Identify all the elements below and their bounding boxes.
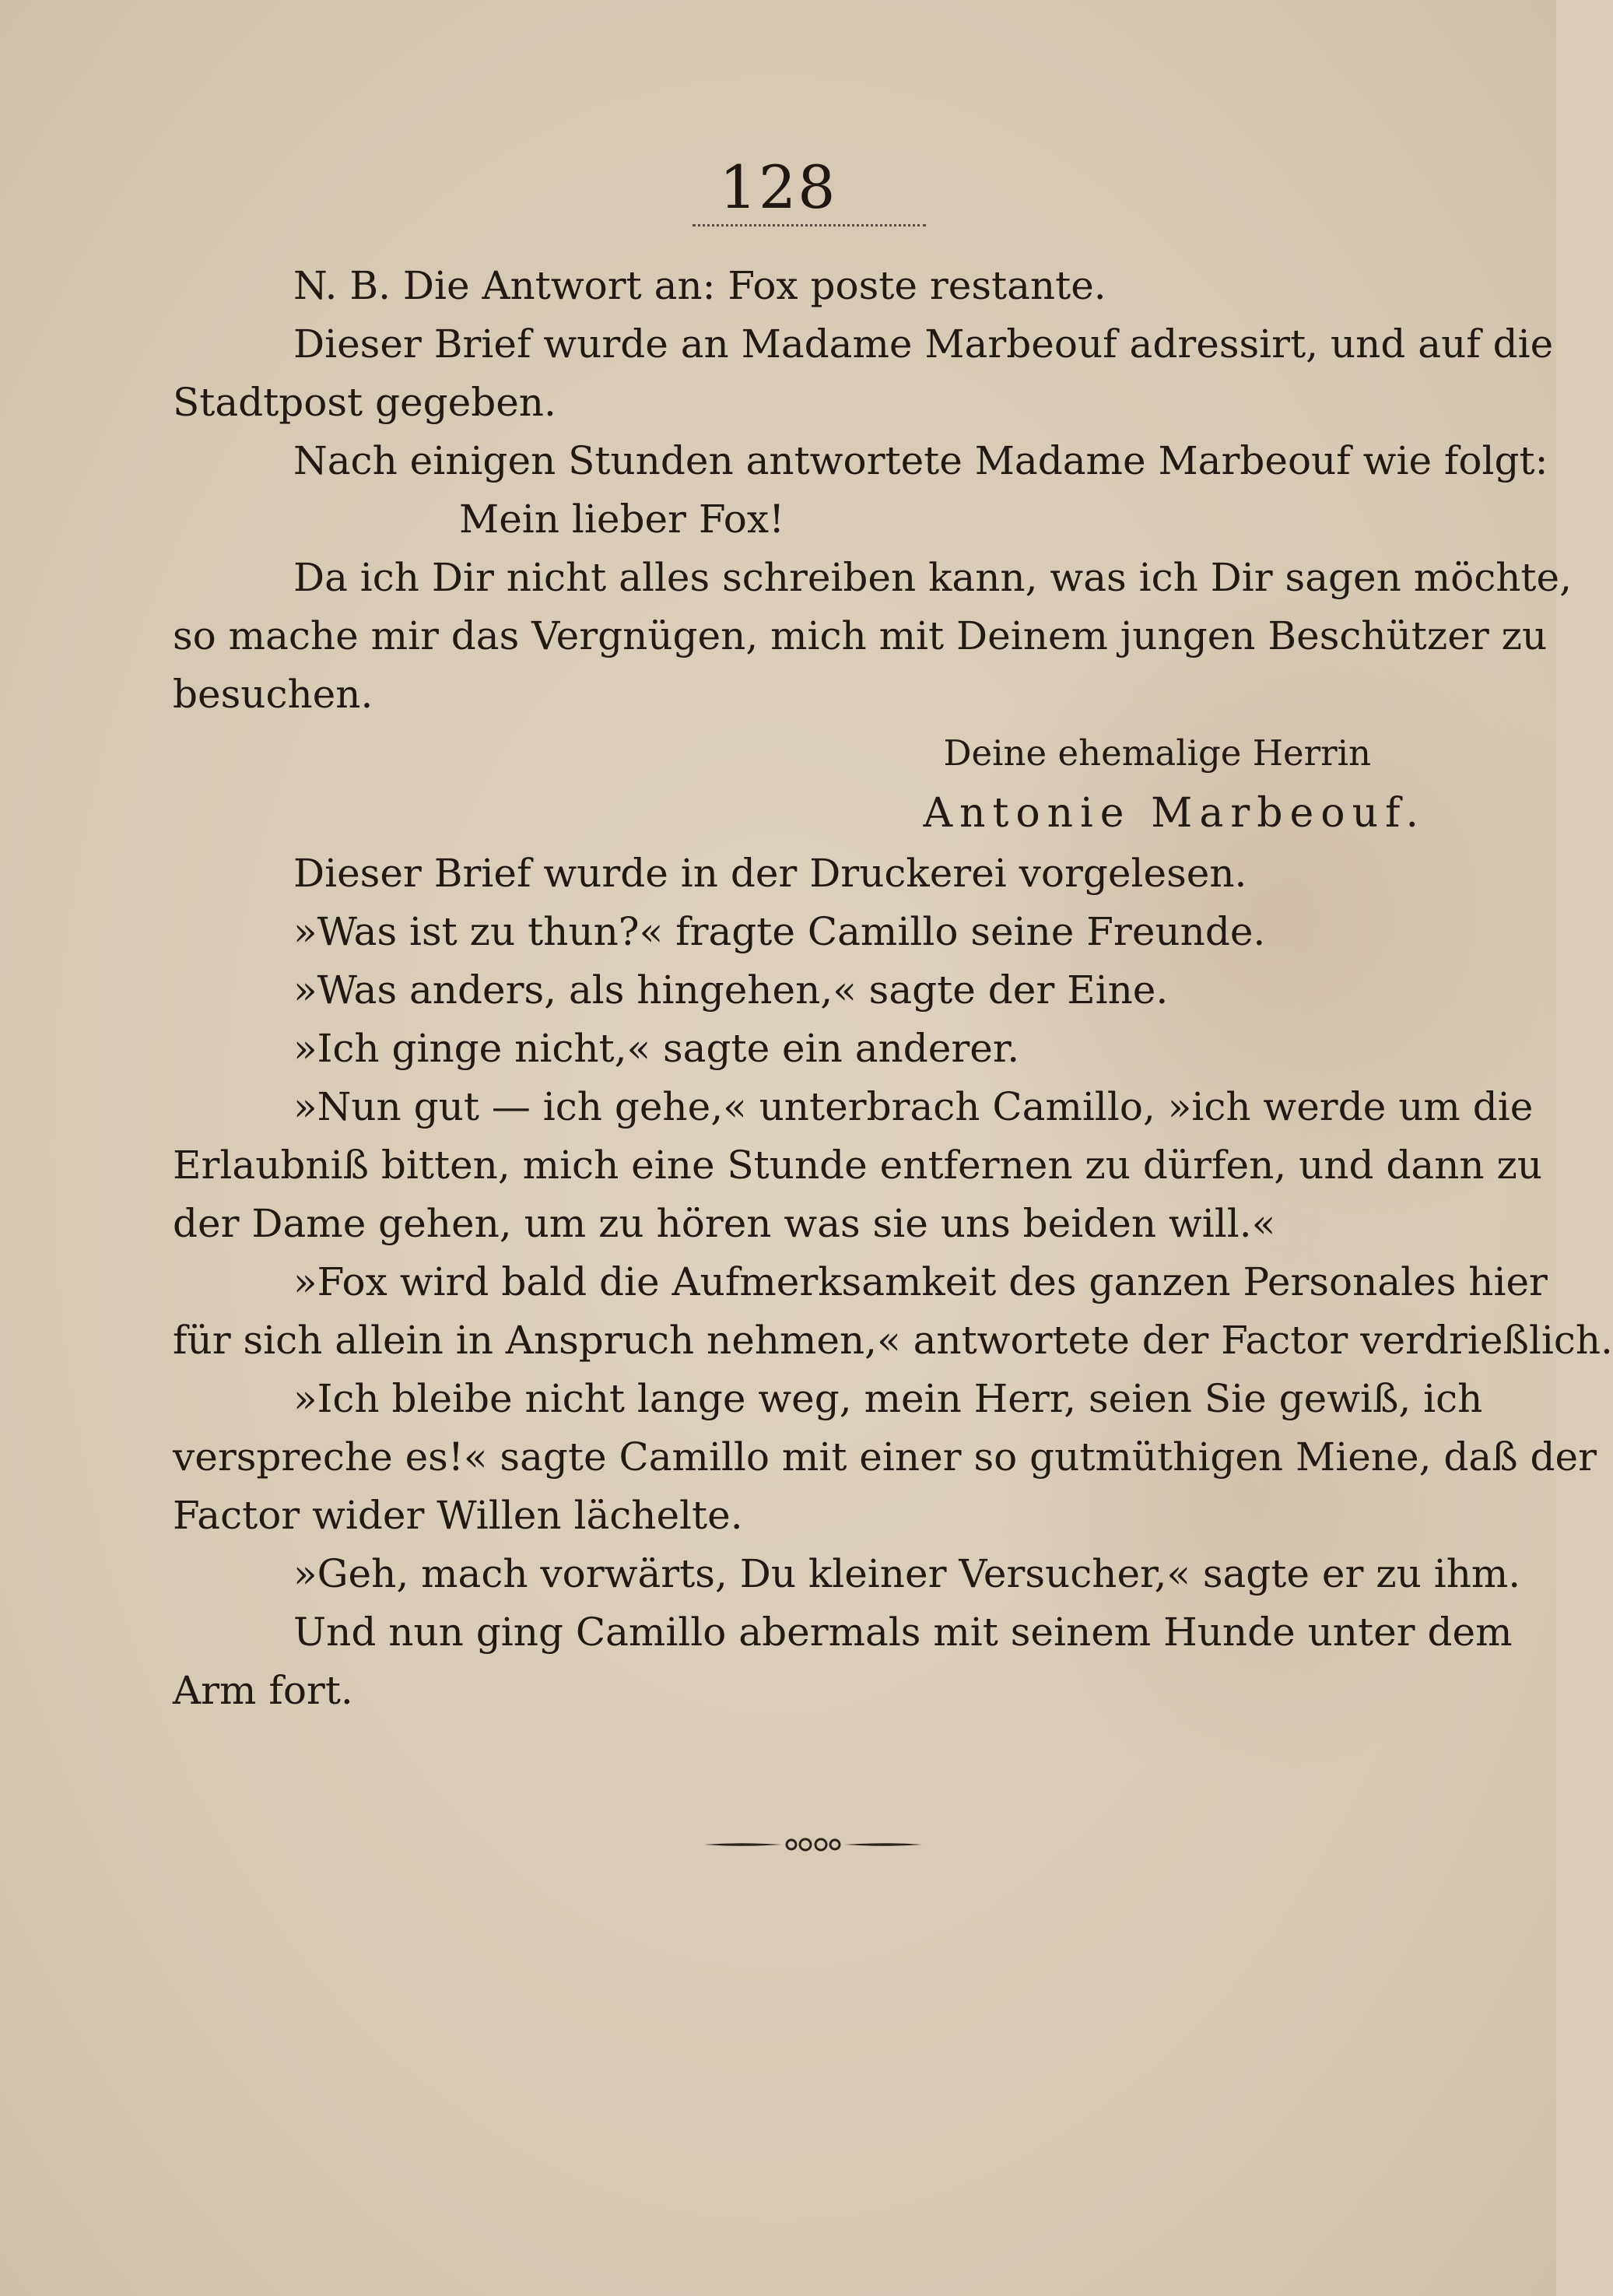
page-number-dotted-rule bbox=[693, 224, 926, 226]
text-line: »Was anders, als hingehen,« sagte der Eine. bbox=[293, 967, 1169, 1013]
text-line: »Fox wird bald die Aufmerksamkeit des ganzen Personales hier bbox=[293, 1259, 1548, 1304]
text-line: »Ich ginge nicht,« sagte ein anderer. bbox=[293, 1026, 1020, 1071]
text-line: N. B. Die Antwort an: Fox poste restante. bbox=[293, 263, 1106, 308]
page-number: 128 bbox=[719, 153, 837, 222]
letter-salutation: Mein lieber Fox! bbox=[459, 497, 785, 542]
text-line: Erlaubniß bitten, mich eine Stunde entfernen zu dürfen, und dann zu bbox=[173, 1143, 1543, 1188]
text-line: »Was ist zu thun?« fragte Camillo seine Freunde. bbox=[293, 909, 1266, 954]
text-line: Dieser Brief wurde in der Druckerei vorgelesen. bbox=[293, 851, 1247, 896]
text-line: Und nun ging Camillo abermals mit seinem Hunde unter dem bbox=[293, 1610, 1513, 1655]
text-line: Arm fort. bbox=[173, 1668, 353, 1713]
body-text bbox=[173, 257, 1613, 1720]
text-line: Nach einigen Stunden antwortete Madame Marbeouf wie folgt: bbox=[293, 438, 1548, 483]
text-line: Da ich Dir nicht alles schreiben kann, was ich Dir sagen möchte, bbox=[293, 555, 1572, 600]
letter-signature: Antonie Marbeouf. bbox=[923, 790, 1425, 837]
text-line: verspreche es!« sagte Camillo mit einer so gutmüthigen Miene, daß der bbox=[173, 1434, 1597, 1480]
text-line: besuchen. bbox=[173, 672, 373, 717]
letter-closing: Deine ehemalige Herrin bbox=[943, 732, 1371, 774]
vignette-ornament-icon bbox=[704, 1833, 922, 1856]
text-line: für sich allein in Anspruch nehmen,« antwortete der Factor verdrießlich. bbox=[173, 1318, 1613, 1363]
text-line: Factor wider Willen lächelte. bbox=[173, 1493, 743, 1538]
text-line: so mache mir das Vergnügen, mich mit Deinem jungen Beschützer zu bbox=[173, 613, 1548, 658]
text-line: »Geh, mach vorwärts, Du kleiner Versucher,« sagte er zu ihm. bbox=[293, 1551, 1521, 1596]
text-line: »Nun gut — ich gehe,« unterbrach Camillo, »ich werde um die bbox=[293, 1084, 1534, 1129]
text-line: »Ich bleibe nicht lange weg, mein Herr, seien Sie gewiß, ich bbox=[293, 1376, 1483, 1421]
text-line: der Dame gehen, um zu hören was sie uns beiden will.« bbox=[173, 1201, 1276, 1246]
text-line: Stadtpost gegeben. bbox=[173, 380, 556, 425]
text-line: Dieser Brief wurde an Madame Marbeouf adressirt, und auf die bbox=[293, 321, 1554, 367]
